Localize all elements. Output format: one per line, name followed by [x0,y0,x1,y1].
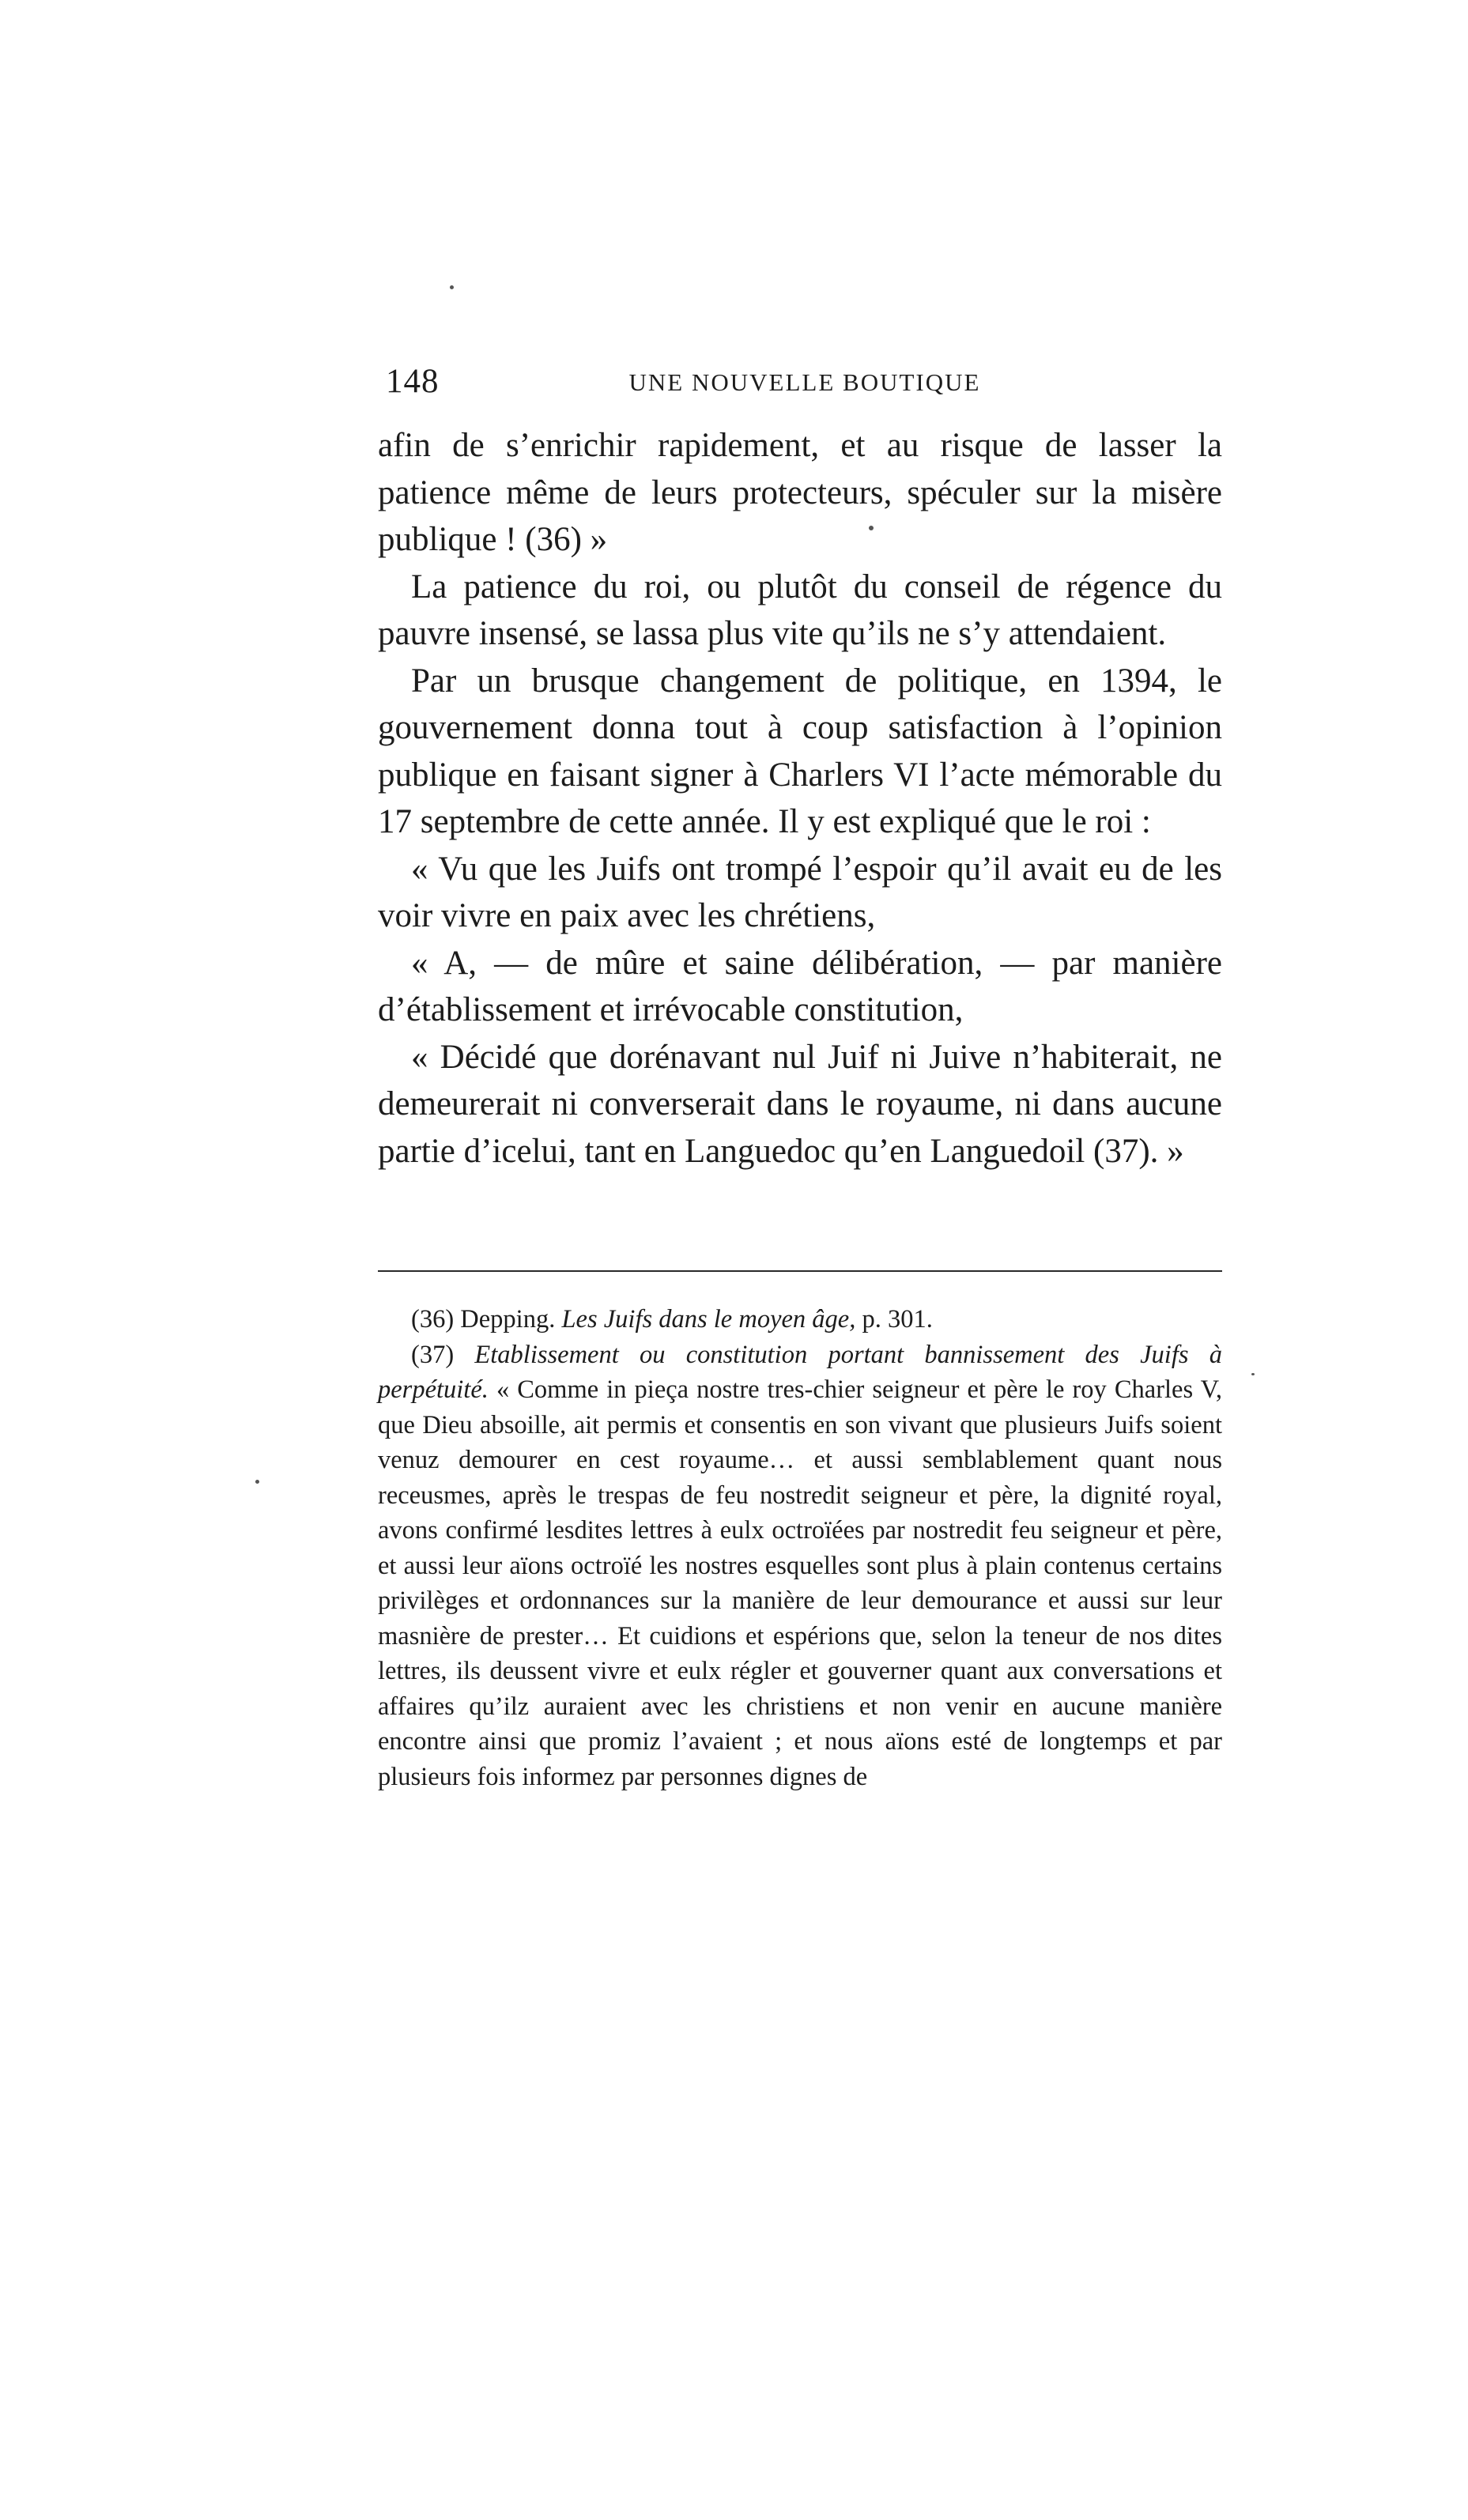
footnote-number: (36) [411,1305,455,1334]
footnote-36 [378,1302,1222,1337]
paragraph: Par un brusque changement de politique, en 1394, le gouvernement donna tout à coup satisfaction à l’opinion publique en faisant signer à Charlers VI l’acte mémorable du 17 septembre de cette année. Il y est expliqué que le roi : [378,662,1222,840]
page-number: 148 [386,363,440,400]
footnote-number: (37) [411,1340,455,1369]
footnotes [378,1302,1222,1794]
running-head: UNE NOUVELLE BOUTIQUE [628,368,981,396]
footnote-text: « Comme in pieça nostre tres-chier seigneur et père le roy Charles V, que Dieu absoille, ait permis et consentis en son vivant que plusieurs Juifs soient venuz demourer en cest royaume… et aussi semblablement quant nous receusmes, après le trespas de feu nostredit seigneur et père, la dignité royal, avons confirmé lesdites lettres à eulx octroïées par nostredit feu seigneur et père, et aussi leur aïons octroïé les nostres esquelles sont plus à plain contenus certains privilèges et ordonnances sur la manière de leur demourance et aussi sur leur masnière de prester… Et cuidions et espérions que, selon la teneur de nos dites lettres, ils deussent vivre et eulx régler et gouverner quant aux conversations et affaires qu’ilz auraient avec les christiens et non venir en aucune manière encontre ainsi que promiz l’avaient ; et nous aïons esté de longtemps et par plusieurs fois informez par personnes dignes de [378,1375,1223,1791]
ink-speck [1251,1373,1255,1375]
footnote-title: Etablissement ou constitution portant bannissement des Juifs à perpétuité. [378,1340,1222,1404]
paragraph: La patience du roi, ou plutôt du conseil de régence du pauvre insensé, se lassa plus vite qu’ils ne s’y attendaient. [378,568,1222,652]
footnote-separator [378,1270,1222,1272]
footnote-author: Depping. [460,1305,556,1334]
ink-speck [450,285,454,289]
paragraph: « Vu que les Juifs ont trompé l’espoir qu’il avait eu de les voir vivre en paix avec les chrétiens, [378,850,1222,934]
page-header [386,362,1224,409]
paragraph: « Décidé que dorénavant nul Juif ni Juive n’habiterait, ne demeurerait ni converserait dans le royaume, ni dans aucune partie d’icelui, tant en Languedoc qu’en Languedoil (37). » [378,1038,1222,1170]
main-text [378,422,1222,1175]
footnote-37 [378,1337,1222,1795]
paragraph: « A, — de mûre et saine délibération, — par manière d’établissement et irrévocable constitution, [378,944,1222,1028]
footnote-page: p. 301. [862,1305,933,1334]
paragraph: afin de s’enrichir rapidement, et au risque de lasser la patience même de leurs protecteurs, spéculer sur la misère publique ! (36) » [378,427,1222,558]
ink-speck [255,1480,259,1484]
footnote-title: Les Juifs dans le moyen âge, [561,1305,856,1334]
